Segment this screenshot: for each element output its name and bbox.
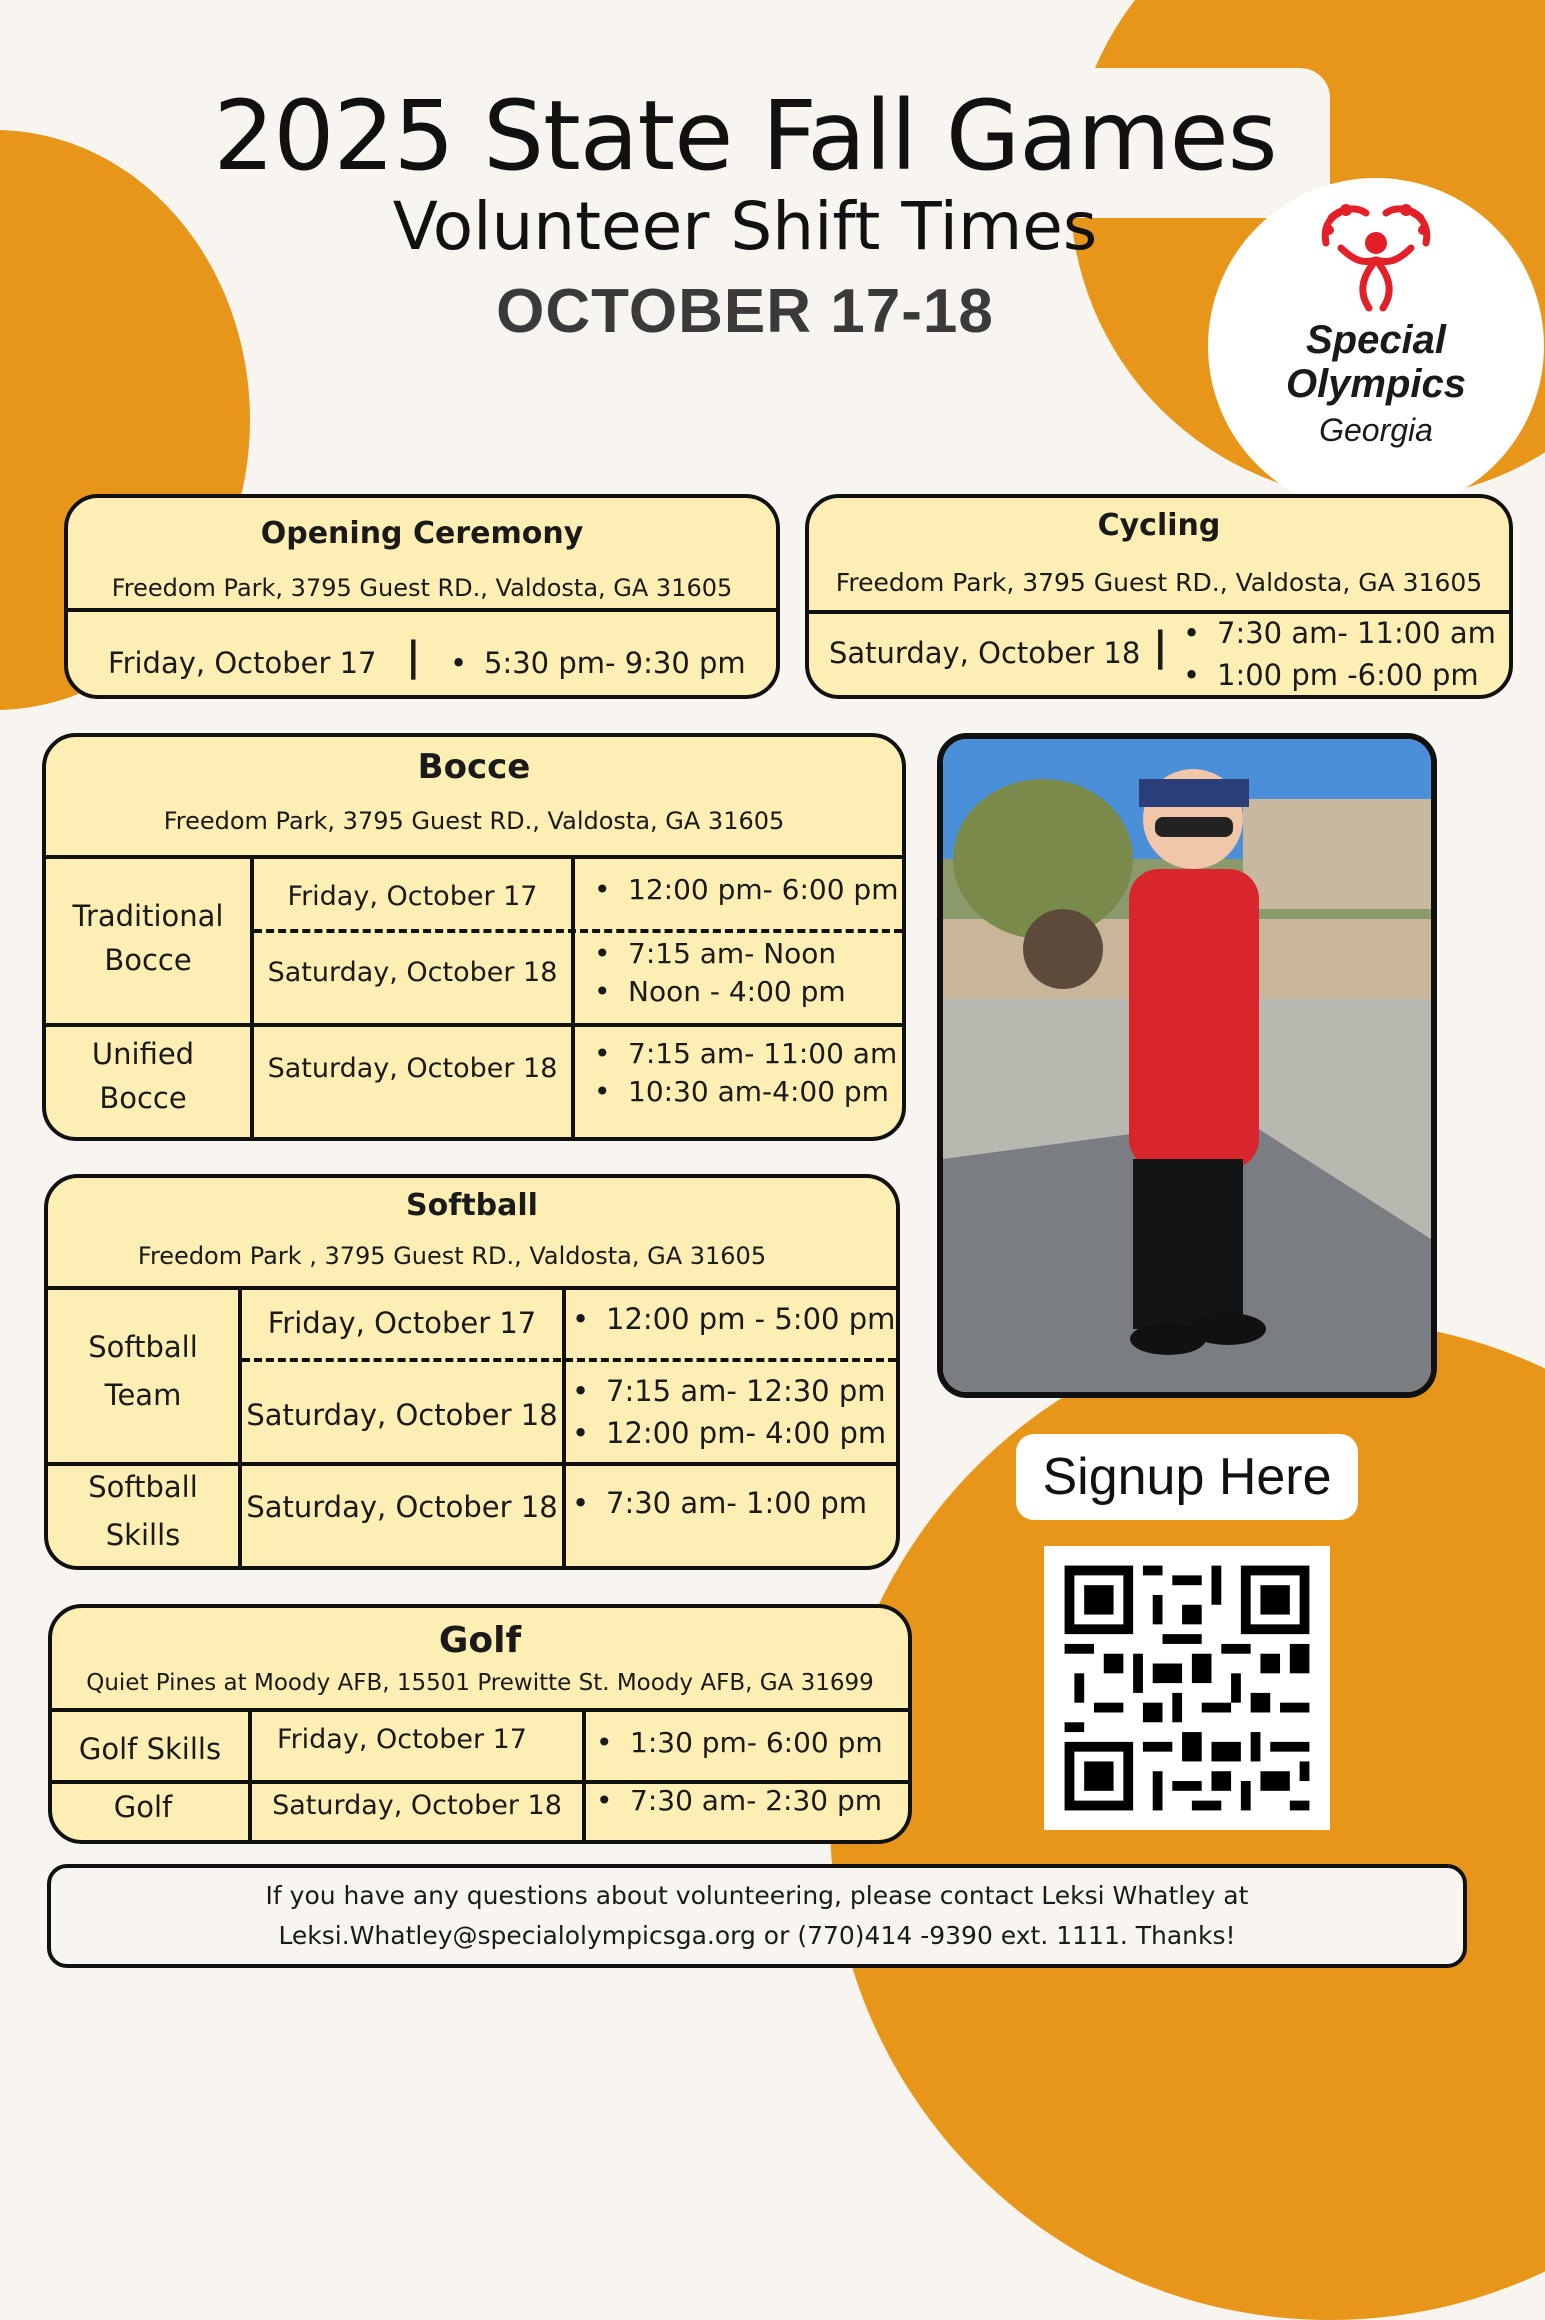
shift-time: • 12:00 pm- 4:00 pm bbox=[572, 1416, 886, 1450]
cycling-card bbox=[805, 494, 1513, 699]
shift-time: • 7:15 am- 11:00 am bbox=[594, 1037, 897, 1070]
athlete-photo bbox=[937, 733, 1437, 1398]
shift-day: Saturday, October 18 bbox=[246, 1398, 558, 1432]
card-address: Quiet Pines at Moody AFB, 15501 Prewitte St. Moody AFB, GA 31699 bbox=[86, 1670, 874, 1696]
divider bbox=[242, 1358, 896, 1362]
shift-time: • 10:30 am-4:00 pm bbox=[594, 1075, 889, 1108]
separator: | bbox=[406, 634, 421, 680]
shift-time: • 7:15 am- 12:30 pm bbox=[572, 1374, 886, 1408]
shift-day: Saturday, October 18 bbox=[272, 1790, 562, 1821]
divider bbox=[562, 1286, 566, 1566]
shift-day: Saturday, October 18 bbox=[267, 1053, 558, 1084]
qr-code-icon bbox=[1044, 1546, 1330, 1830]
shift-time: • 1:00 pm -6:00 pm bbox=[1183, 658, 1479, 692]
page-subtitle: Volunteer Shift Times bbox=[392, 188, 1098, 265]
card-title: Opening Ceremony bbox=[260, 516, 584, 551]
logo-line-special: Special bbox=[1305, 318, 1447, 362]
signup-button[interactable]: Signup Here bbox=[1016, 1434, 1358, 1520]
shift-time: • Noon - 4:00 pm bbox=[594, 975, 846, 1008]
contact-footer bbox=[47, 1864, 1467, 1968]
card-title: Golf bbox=[438, 1620, 522, 1661]
shift-time: • 7:30 am- 2:30 pm bbox=[596, 1784, 882, 1817]
card-title: Bocce bbox=[417, 747, 531, 787]
divider bbox=[254, 929, 902, 933]
special-olympics-emblem-icon bbox=[1311, 188, 1441, 318]
separator: | bbox=[1153, 624, 1168, 670]
athlete-photo-image bbox=[943, 739, 1431, 1392]
special-olympics-logo bbox=[1208, 178, 1544, 514]
event-dates: OCTOBER 17-18 bbox=[496, 277, 994, 346]
page-title: 2025 State Fall Games bbox=[213, 80, 1277, 192]
row-label: Team bbox=[104, 1378, 182, 1412]
card-title: Softball bbox=[406, 1188, 538, 1223]
shift-day: Saturday, October 18 bbox=[829, 636, 1141, 670]
row-label: Unified bbox=[91, 1037, 195, 1071]
card-address: Freedom Park, 3795 Guest RD., Valdosta, GA 31605 bbox=[111, 574, 733, 602]
card-address: Freedom Park, 3795 Guest RD., Valdosta, GA 31605 bbox=[835, 568, 1483, 597]
row-label: Bocce bbox=[99, 1081, 187, 1115]
divider bbox=[46, 855, 902, 859]
contact-line-1: If you have any questions about volunteering, please contact Leksi Whatley at bbox=[265, 1881, 1249, 1910]
shift-day: Friday, October 17 bbox=[277, 1724, 527, 1755]
contact-line-2: Leksi.Whatley@specialolympicsga.org or (770)414 -9390 ext. 1111. Thanks! bbox=[278, 1921, 1236, 1950]
divider bbox=[52, 1708, 908, 1712]
row-label: Softball bbox=[88, 1470, 198, 1504]
shift-day: Friday, October 17 bbox=[108, 646, 377, 680]
divider bbox=[48, 1286, 896, 1290]
row-label: Golf Skills bbox=[78, 1732, 222, 1766]
logo-line-georgia: Georgia bbox=[1319, 412, 1433, 448]
row-label: Golf bbox=[113, 1790, 173, 1824]
shift-day: Saturday, October 18 bbox=[267, 957, 558, 988]
softball-card bbox=[44, 1174, 900, 1570]
shift-day: Friday, October 17 bbox=[287, 881, 538, 912]
shift-time: • 7:15 am- Noon bbox=[594, 937, 836, 970]
divider bbox=[582, 1708, 586, 1840]
row-label: Softball bbox=[88, 1330, 198, 1364]
card-title: Cycling bbox=[1097, 508, 1221, 543]
shift-time: • 1:30 pm- 6:00 pm bbox=[596, 1726, 883, 1759]
shift-day: Friday, October 17 bbox=[267, 1306, 537, 1340]
shift-time: • 7:30 am- 1:00 pm bbox=[572, 1486, 867, 1520]
divider bbox=[68, 608, 776, 612]
shift-time: • 12:00 pm - 5:00 pm bbox=[572, 1302, 895, 1336]
row-label: Traditional bbox=[72, 899, 224, 933]
divider bbox=[46, 1023, 902, 1027]
row-label: Bocce bbox=[104, 943, 192, 977]
shift-time: • 5:30 pm- 9:30 pm bbox=[450, 646, 746, 680]
bocce-card bbox=[42, 733, 906, 1141]
signup-qr-code[interactable] bbox=[1044, 1546, 1330, 1830]
shift-time: • 12:00 pm- 6:00 pm bbox=[594, 873, 898, 906]
divider bbox=[571, 855, 575, 1137]
opening-ceremony-card bbox=[64, 494, 780, 699]
row-label: Skills bbox=[105, 1518, 181, 1552]
logo-line-olympics: Olympics bbox=[1285, 362, 1467, 406]
golf-card bbox=[48, 1604, 912, 1844]
divider bbox=[809, 610, 1509, 614]
card-address: Freedom Park, 3795 Guest RD., Valdosta, GA 31605 bbox=[163, 807, 785, 835]
shift-day: Saturday, October 18 bbox=[246, 1490, 558, 1524]
shift-time: • 7:30 am- 11:00 am bbox=[1183, 616, 1496, 650]
card-address: Freedom Park , 3795 Guest RD., Valdosta, GA 31605 bbox=[137, 1242, 767, 1270]
